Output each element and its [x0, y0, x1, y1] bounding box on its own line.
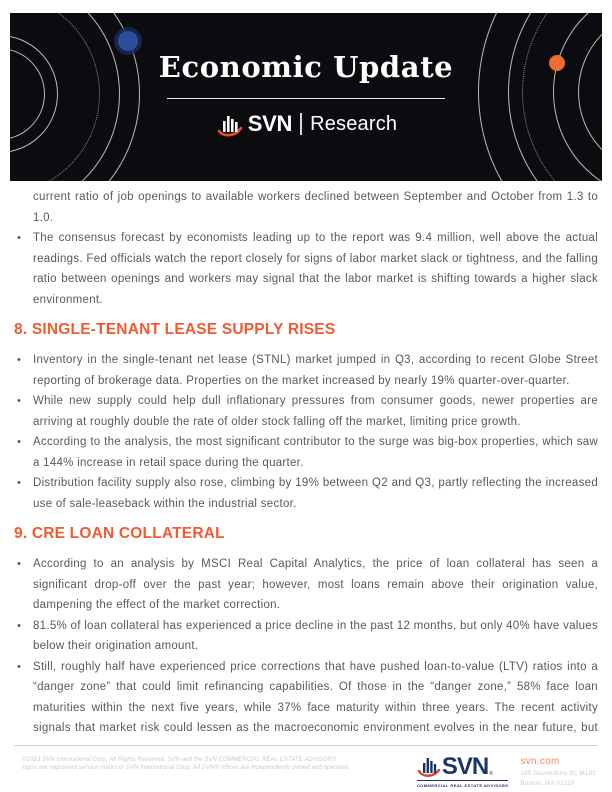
brand-research-label: Research — [310, 112, 398, 135]
website-link[interactable]: svn.com — [520, 756, 560, 767]
svn-tagline: COMMERCIAL REAL ESTATE ADVISORS — [417, 780, 509, 788]
svn-logo — [417, 755, 509, 788]
svn-logo-text: SVN — [441, 753, 489, 780]
list-item: • Still, roughly half have experienced price corrections that have pushed loan-to-value (LTV) ratios into a “danger zone” that could limit refinancing capabilities. Of those in the “danger zone,” 58% face loan maturities within the next five years, while 37% face maturity within three years. The recent activity signals that market risk could lessen as the macroeconomic environment evolves in the near future, but — [14, 657, 598, 739]
section-9-bullet-list — [14, 554, 598, 739]
header-banner — [10, 13, 602, 181]
list-item: • While new supply could help dull inflationary pressures from consumer goods, newer properties are arriving at roughly double the rate of older stock falling off the market, limiting price growth. — [14, 391, 598, 432]
svn-bars-icon — [417, 755, 441, 778]
contact-block — [520, 755, 596, 788]
address-line-1: 185 Devonshire St, M102 — [520, 770, 596, 777]
paragraph-continuation: current ratio of job openings to available workers declined between September and October from 1.3 to 1.0. — [33, 191, 598, 224]
svn-research-logo — [10, 111, 602, 137]
list-item: • 81.5% of loan collateral has experienced a price decline in the past 12 months, but only 40% have values below their origination amount. — [14, 616, 598, 657]
intro-bullet-list — [14, 228, 598, 310]
registered-mark: ® — [489, 771, 493, 777]
address-line-2: Boston, MA 02110 — [520, 779, 575, 787]
list-item: • Inventory in the single-tenant net lease (STNL) market jumped in Q3, according to recent Globe Street reporting of brokerage data. Properties on the market increased by nearly 19% quarter-over-quarter. — [14, 350, 598, 391]
list-item: • According to the analysis, the most significant contributor to the surge was big-box properties, which saw a 144% increase in retail space during the quarter. — [14, 432, 598, 473]
copyright-text: ©2023 SVN International Corp. All Rights Reserved. SVN and the SVN COMMERCIAL REAL ESTATE ADVISORS logos are registered service marks of SVN International Corp. All SVN® offices are independently owned and operated. — [22, 757, 350, 771]
brand-svn-label: SVN — [247, 111, 293, 136]
section-heading-8: 8. SINGLE-TENANT LEASE SUPPLY RISES — [14, 321, 336, 338]
report-body — [14, 181, 598, 739]
section-8-bullet-list — [14, 350, 598, 514]
footer-branding — [417, 755, 596, 788]
page-title: Economic Update — [158, 50, 454, 84]
list-item: • Distribution facility supply also rose, climbing by 19% between Q2 and Q3, partly reflecting the increased use of sale-leaseback within the industrial sector. — [14, 473, 598, 514]
svn-bars-icon — [215, 112, 243, 137]
brand-divider — [300, 113, 302, 135]
list-item: • According to an analysis by MSCI Real Capital Analytics, the price of loan collateral has seen a significant drop-off over the past year; however, most loans remain above their origination value, dampening the effect of the market correction. — [14, 554, 598, 616]
page-footer — [14, 745, 598, 788]
section-heading-9: 9. CRE LOAN COLLATERAL — [14, 525, 225, 542]
list-item: • The consensus forecast by economists leading up to the report was 9.4 million, well above the actual readings. Fed officials watch the report closely for signs of labor market slack or tightness, and the falling ratio between openings and workers may signal that the labor market is shifting towards a higher slack environment. — [14, 228, 598, 310]
title-divider-line — [167, 98, 445, 99]
